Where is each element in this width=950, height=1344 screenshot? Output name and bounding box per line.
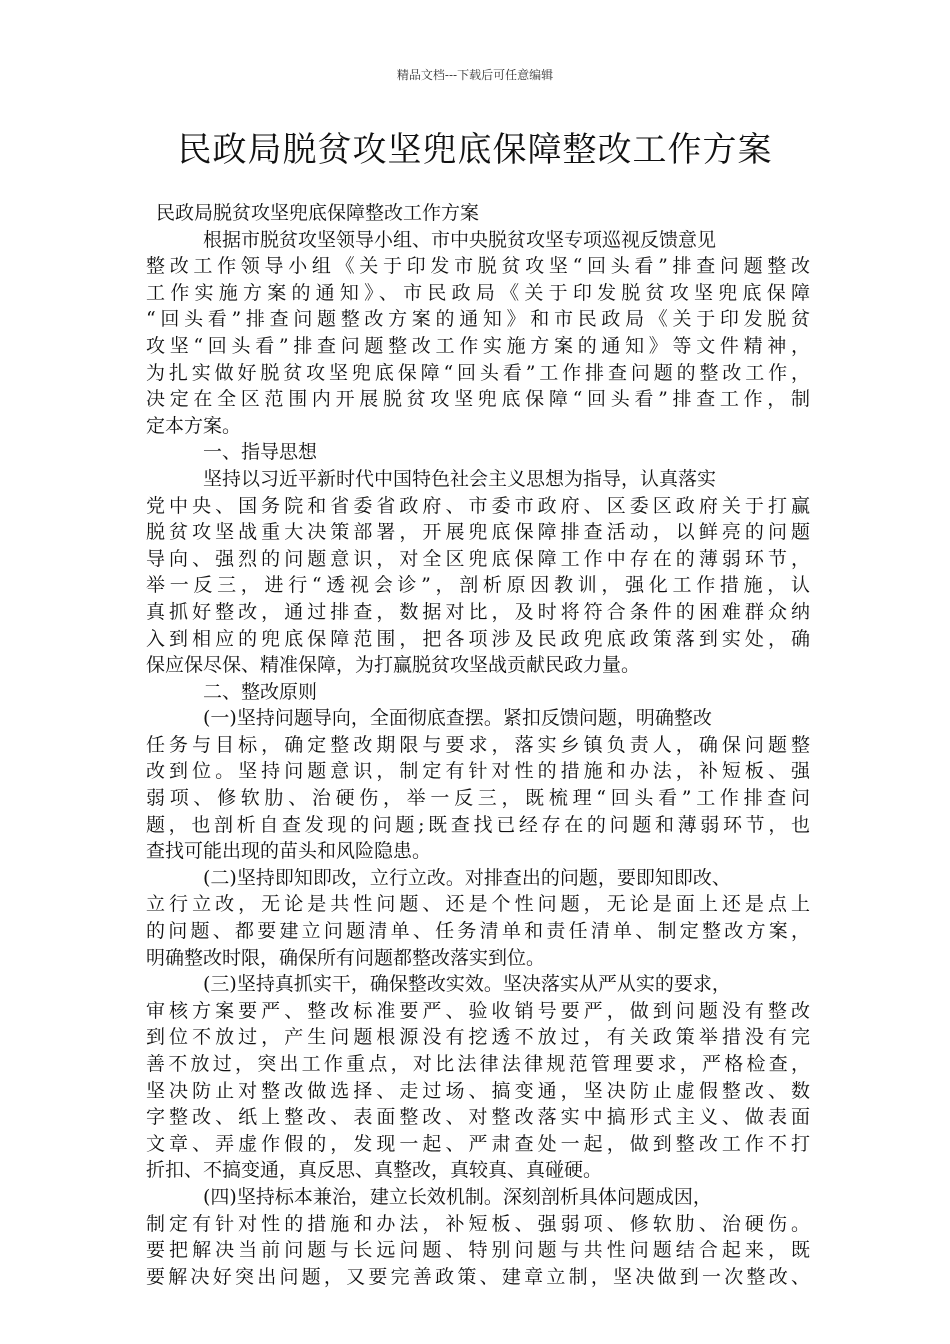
text-line: (四)坚持标本兼治，建立长效机制。深刻剖析具体问题成因， xyxy=(203,1185,712,1208)
text-line: “回头看”排查问题整改方案的通知》和市民政局《关于印发脱贫 xyxy=(146,308,810,331)
document-body xyxy=(146,200,810,1290)
text-line: 要把解决当前问题与长远问题、特别问题与共性问题结合起来，既 xyxy=(146,1239,810,1262)
text-line: 题，也剖析自查发现的问题;既查找已经存在的问题和薄弱环节，也 xyxy=(146,813,810,836)
text-line: 折扣、不搞变通，真反思、真整改，真较真、真碰硬。 xyxy=(146,1159,603,1182)
section-heading: 一、指导思想 xyxy=(203,441,318,464)
page-header: 精品文档---下载后可任意编辑 xyxy=(396,68,554,82)
text-line: 改到位。坚持问题意识，制定有针对性的措施和办法，补短板、强 xyxy=(146,760,810,783)
text-line: (三)坚持真抓实干，确保整改实效。坚决落实从严从实的要求， xyxy=(203,973,731,996)
text-line: 到位不放过，产生问题根源没有挖透不放过，有关政策举措没有完 xyxy=(146,1026,810,1049)
text-line: 脱贫攻坚战重大决策部署，开展兜底保障排查活动，以鲜亮的问题 xyxy=(146,521,810,544)
text-line: 为扎实做好脱贫攻坚兜底保障“回头看”工作排查问题的整改工作， xyxy=(146,361,810,384)
text-line: 攻坚“回头看”排查问题整改工作实施方案的通知》等文件精神， xyxy=(146,334,810,357)
text-line: 立行立改，无论是共性问题、还是个性问题，无论是面上还是点上 xyxy=(146,893,810,916)
text-line: 审核方案要严、整改标准要严、验收销号要严，做到问题没有整改 xyxy=(146,999,810,1022)
text-line: (二)坚持即知即改，立行立改。对排查出的问题，要即知即改、 xyxy=(203,866,731,889)
text-line: 查找可能出现的苗头和风险隐患。 xyxy=(146,840,432,863)
text-line: 坚持以习近平新时代中国特色社会主义思想为指导，认真落实 xyxy=(203,467,717,490)
text-line: 整改工作领导小组《关于印发市脱贫攻坚“回头看”排查问题整改 xyxy=(146,255,810,278)
document-title: 民政局脱贫攻坚兜底保障整改工作方案 xyxy=(177,130,773,170)
text-line: 导向、强烈的问题意识，对全区兜底保障工作中存在的薄弱环节， xyxy=(146,547,810,570)
text-line: 要解决好突出问题，又要完善政策、建章立制，坚决做到一次整改、 xyxy=(146,1265,810,1288)
text-line: 任务与目标，确定整改期限与要求，落实乡镇负责人，确保问题整 xyxy=(146,733,810,756)
text-line: 工作实施方案的通知》、市民政局《关于印发脱贫攻坚兜底保障 xyxy=(146,281,810,304)
text-line: 文章、弄虚作假的，发现一起、严肃查处一起，做到整改工作不打 xyxy=(146,1132,810,1155)
text-line: 真抓好整改，通过排查，数据对比，及时将符合条件的困难群众纳 xyxy=(146,600,810,623)
text-line: (一)坚持问题导向，全面彻底查摆。紧扣反馈问题，明确整改 xyxy=(203,707,712,730)
text-line: 根据市脱贫攻坚领导小组、市中央脱贫攻坚专项巡视反馈意见 xyxy=(203,228,717,251)
text-line: 决定在全区范围内开展脱贫攻坚兜底保障“回头看”排查工作，制 xyxy=(146,388,810,411)
text-line: 入到相应的兜底保障范围，把各项涉及民政兜底政策落到实处，确 xyxy=(146,627,810,650)
text-line: 制定有针对性的措施和办法，补短板、强弱项、修软肋、治硬伤。 xyxy=(146,1212,810,1235)
text-line: 的问题、都要建立问题清单、任务清单和责任清单、制定整改方案， xyxy=(146,920,810,943)
text-line: 字整改、纸上整改、表面整改、对整改落实中搞形式主义、做表面 xyxy=(146,1106,810,1129)
text-line: 党中央、国务院和省委省政府、市委市政府、区委区政府关于打赢 xyxy=(146,494,810,517)
section-heading: 二、整改原则 xyxy=(203,680,318,703)
text-line: 坚决防止对整改做选择、走过场、搞变通，坚决防止虚假整改、数 xyxy=(146,1079,810,1102)
text-line: 善不放过，突出工作重点，对比法律法律规范管理要求，严格检查， xyxy=(146,1053,810,1075)
text-line: 明确整改时限，确保所有问题都整改落实到位。 xyxy=(146,946,546,969)
text-line: 定本方案。 xyxy=(146,414,242,437)
text-line: 保应保尽保、精准保障，为打赢脱贫攻坚战贡献民政力量。 xyxy=(146,654,641,677)
text-line: 弱项、修软肋、治硬伤，举一反三，既梳理“回头看”工作排查问 xyxy=(146,787,810,810)
text-line: 举一反三，进行“透视会诊”，剖析原因教训，强化工作措施，认 xyxy=(146,574,810,597)
subtitle-line: 民政局脱贫攻坚兜底保障整改工作方案 xyxy=(156,202,480,224)
